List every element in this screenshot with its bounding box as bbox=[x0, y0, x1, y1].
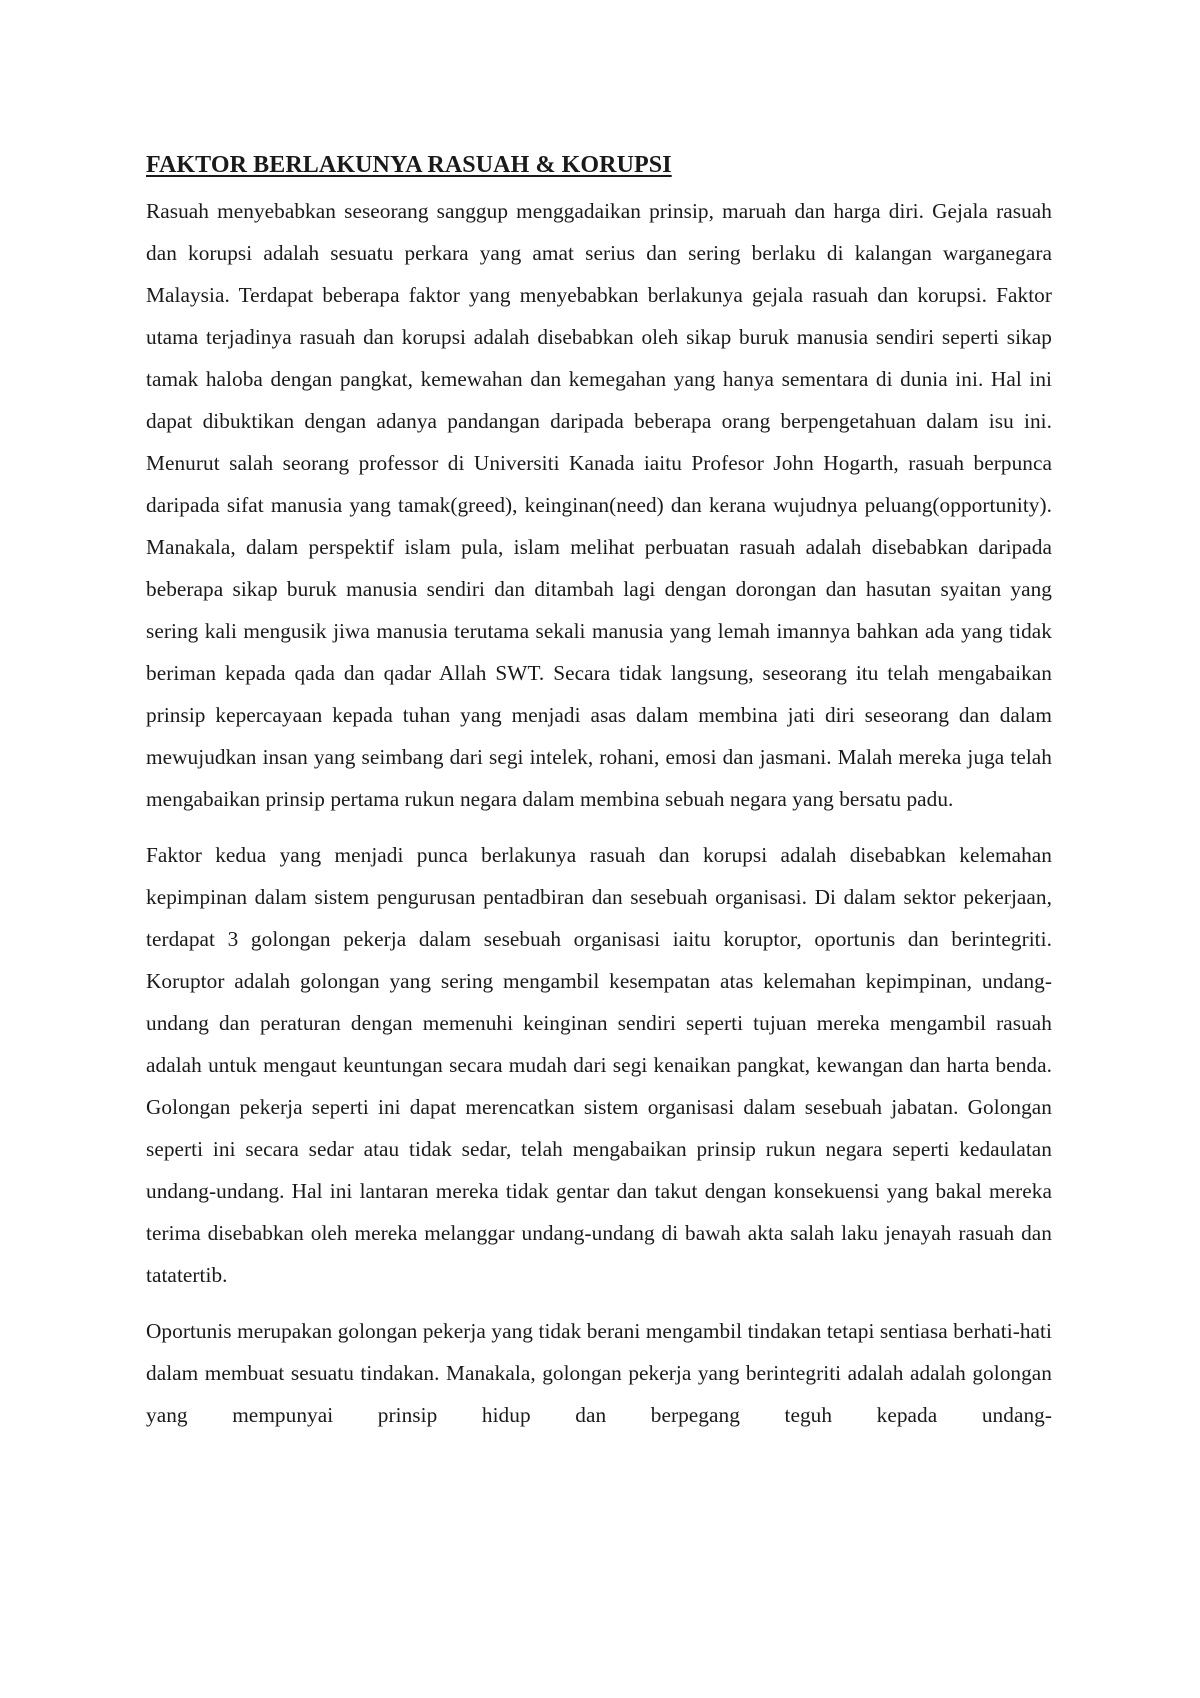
document-body bbox=[146, 148, 1052, 1436]
paragraph-2: Faktor kedua yang menjadi punca berlakunya rasuah dan korupsi adalah disebabkan kelemahan kepimpinan dalam sistem pengurusan pentadbiran dan sesebuah organisasi. Di dalam sektor pekerjaan, terdapat 3 golongan pekerja dalam sesebuah organisasi iaitu koruptor, oportunis dan berintegriti. Koruptor adalah golongan yang sering mengambil kesempatan atas kelemahan kepimpinan, undang-undang dan peraturan dengan memenuhi keinginan sendiri seperti tujuan mereka mengambil rasuah adalah untuk mengaut keuntungan secara mudah dari segi kenaikan pangkat, kewangan dan harta benda. Golongan pekerja seperti ini dapat merencatkan sistem organisasi dalam sesebuah jabatan. Golongan seperti ini secara sedar atau tidak sedar, telah mengabaikan prinsip rukun negara seperti kedaulatan undang-undang. Hal ini lantaran mereka tidak gentar dan takut dengan konsekuensi yang bakal mereka terima disebabkan oleh mereka melanggar undang-undang di bawah akta salah laku jenayah rasuah dan tatatertib. bbox=[146, 843, 1052, 1287]
paragraph-1: Rasuah menyebabkan seseorang sanggup menggadaikan prinsip, maruah dan harga diri. Gejala rasuah dan korupsi adalah sesuatu perkara yang amat serius dan sering berlaku di kalangan warganegara Malaysia. Terdapat beberapa faktor yang menyebabkan berlakunya gejala rasuah dan korupsi. Faktor utama terjadinya rasuah dan korupsi adalah disebabkan oleh sikap buruk manusia sendiri seperti sikap tamak haloba dengan pangkat, kemewahan dan kemegahan yang hanya sementara di dunia ini. Hal ini dapat dibuktikan dengan adanya pandangan daripada beberapa orang berpengetahuan dalam isu ini. Menurut salah seorang professor di Universiti Kanada iaitu Profesor John Hogarth, rasuah berpunca daripada sifat manusia yang tamak(greed), keinginan(need) dan kerana wujudnya peluang(opportunity). Manakala, dalam perspektif islam pula, islam melihat perbuatan rasuah adalah disebabkan daripada beberapa sikap buruk manusia sendiri dan ditambah lagi dengan dorongan dan hasutan syaitan yang sering kali mengusik jiwa manusia terutama sekali manusia yang lemah imannya bahkan ada yang tidak beriman kepada qada dan qadar Allah SWT. Secara tidak langsung, seseorang itu telah mengabaikan prinsip kepercayaan kepada tuhan yang menjadi asas dalam membina jati diri seseorang dan dalam mewujudkan insan yang seimbang dari segi intelek, rohani, emosi dan jasmani. Malah mereka juga telah mengabaikan prinsip pertama rukun negara dalam membina sebuah negara yang bersatu padu. bbox=[146, 199, 1052, 811]
paragraph-3: Oportunis merupakan golongan pekerja yang tidak berani mengambil tindakan tetapi sentiasa berhati-hati dalam membuat sesuatu tindakan. Manakala, golongan pekerja yang berintegriti adalah adalah golongan yang mempunyai prinsip hidup dan berpegang teguh kepada undang- bbox=[146, 1319, 1052, 1427]
document-title: FAKTOR BERLAKUNYA RASUAH & KORUPSI bbox=[146, 152, 672, 178]
